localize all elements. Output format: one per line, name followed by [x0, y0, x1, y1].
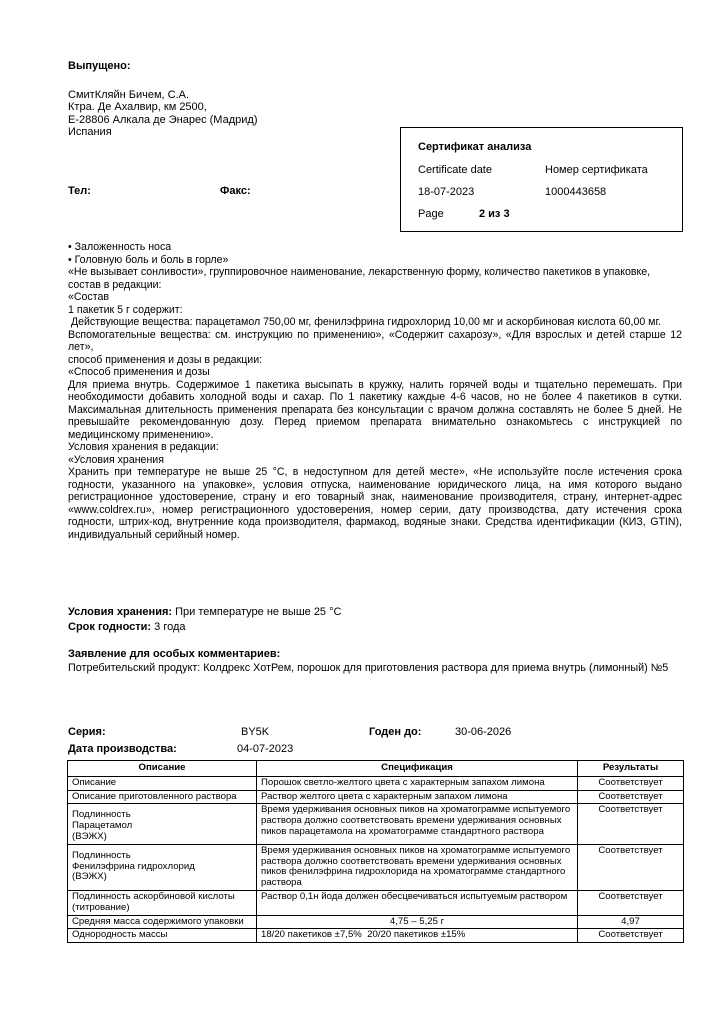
column-header-results: Результаты — [578, 761, 684, 777]
storage-value: При температуре не выше 25 °С — [172, 606, 342, 618]
certificate-number-label: Номер сертификата — [545, 164, 648, 176]
shelf-label: Срок годности: — [68, 621, 152, 633]
expiry-label: Годен до: — [369, 726, 422, 738]
row-description: Подлинность Фенилэфрина гидрохлорид (ВЭЖХ) — [68, 844, 257, 890]
table-row — [68, 929, 684, 943]
row-description: Описание — [68, 776, 257, 790]
issuer-line: Испания — [68, 126, 112, 139]
row-result: Соответствует — [578, 776, 684, 790]
body-line: Хранить при температуре не выше 25 °С, в недоступном для детей месте», «Не используйте после истечения срока годности, указанного на упаковке», условия отпуска, наименование юридического лица, на имя которого выдано регистрационное удостоверение, страну и его товарный знак, наименование производителя, страну, интернет-адрес «www.coldrex.ru», номер регистрационного удостоверения, номер серии, дату производства, дату истечения срока годности, штрих-код, внутренние кода производителя, фармакод, водяные знаки. Средства идентификации (КИЗ, GTIN), индивидуальный серийный номер. — [68, 466, 682, 541]
comments-text: Потребительский продукт: Колдрекс ХотРем, порошок для приготовления раствора для приема внутрь (лимонный) №5 — [68, 662, 669, 674]
body-line: Для приема внутрь. Содержимое 1 пакетика высыпать в кружку, налить горячей воды и тщательно перемешать. При необходимости добавить холодной воды и сахар. По 1 пакетику каждые 4-6 часов, но не более 4 пакетиков в сутки. Максимальная длительность применения препарата без консультации с врачом должна составлять не более 5 дней. Не превышайте рекомендованную дозу. Перед приемом препарата внимательно ознакомьтесь с инструкцией по медицинскому применению». — [68, 378, 682, 441]
body-line: «Не вызывает сонливости», группировочное наименование, лекарственную форму, количество пакетиков в упаковке, состав в редакции: — [68, 266, 651, 291]
issuer-line: СмитКляйн Бичем, С.А. — [68, 89, 190, 101]
tel-label: Тел: — [68, 185, 91, 197]
table-header-row — [68, 761, 684, 777]
row-result: Соответствует — [578, 890, 684, 915]
row-description: Средняя масса содержимого упаковки — [68, 915, 257, 929]
mfg-label: Дата производства: — [68, 743, 177, 755]
body-line: • Головную боль и боль в горле» — [68, 253, 229, 266]
column-header-description: Описание — [68, 761, 257, 777]
row-specification: Раствор желтого цвета с характерным запахом лимона — [257, 790, 578, 804]
fax-label: Факс: — [220, 185, 251, 197]
body-line: Вспомогательные вещества: см. инструкцию по применению», «Содержит сахарозу», «Для взрослых и детей старше 12 лет», — [68, 328, 682, 353]
body-line: способ применения и дозы в редакции: — [68, 353, 263, 366]
row-specification: Раствор 0,1н йода должен обесцвечиваться испытуемым раствором — [257, 890, 578, 915]
row-result: Соответствует — [578, 844, 684, 890]
page-value: 2 из 3 — [479, 208, 510, 220]
issuer-line: Е-28806 Алкала де Энарес (Мадрид) — [68, 113, 258, 126]
issuer-address — [68, 89, 257, 139]
storage-conditions — [68, 606, 341, 618]
table-row — [68, 790, 684, 804]
body-line: Условия хранения в редакции: — [68, 441, 219, 453]
body-line: «Состав — [68, 291, 109, 303]
series-value: BY5K — [241, 726, 270, 738]
shelf-life — [68, 621, 186, 633]
row-specification: 18/20 пакетиков ±7,5% 20/20 пакетиков ±15% — [257, 929, 578, 943]
table-row — [68, 804, 684, 844]
row-description: Подлинность Парацетамол (ВЭЖХ) — [68, 804, 257, 844]
row-specification: 4,75 – 5,25 г — [257, 915, 578, 929]
column-header-specification: Спецификация — [257, 761, 578, 777]
comments-label: Заявление для особых комментариев: — [68, 648, 281, 660]
row-result: Соответствует — [578, 804, 684, 844]
row-description: Подлинность аскорбиновой кислоты (титрование) — [68, 890, 257, 915]
table-row — [68, 890, 684, 915]
certificate-title: Сертификат анализа — [418, 141, 532, 153]
row-description: Описание приготовленного раствора — [68, 790, 257, 804]
series-label: Серия: — [68, 726, 106, 738]
mfg-value: 04-07-2023 — [237, 743, 294, 755]
page-label: Page — [418, 208, 444, 220]
row-specification: Порошок светло-желтого цвета с характерным запахом лимона — [257, 776, 578, 790]
storage-label: Условия хранения: — [68, 606, 173, 618]
row-specification: Время удерживания основных пиков на хроматограмме испытуемого раствора должно соответствовать времени удерживания основных пиков фенилэфрина гидрохлорида на хроматограмме стандартного раствора — [257, 844, 578, 890]
table-row — [68, 915, 684, 929]
expiry-value: 30-06-2026 — [455, 726, 512, 738]
body-line: 1 пакетик 5 г содержит: — [68, 303, 183, 316]
row-result: Соответствует — [578, 790, 684, 804]
body-line: «Способ применения и дозы — [68, 366, 210, 378]
row-result: Соответствует — [578, 929, 684, 943]
row-specification: Время удерживания основных пиков на хроматограмме испытуемого раствора должно соответствовать времени удерживания основных пиков парацетамола на хроматограмме стандартного раствора — [257, 804, 578, 844]
certificate-date-label: Certificate date — [418, 164, 492, 176]
shelf-value: 3 года — [151, 621, 186, 633]
body-line: • Заложенность носа — [68, 241, 172, 253]
table-row — [68, 844, 684, 890]
row-result: 4,97 — [578, 915, 684, 929]
certificate-date: 18-07-2023 — [418, 186, 475, 198]
issuer-line: Ктра. Де Ахалвир, км 2500, — [68, 101, 207, 114]
issued-label: Выпущено: — [68, 60, 131, 72]
specification-table — [67, 760, 684, 943]
body-text — [68, 241, 682, 541]
certificate-number: 1000443658 — [545, 186, 607, 198]
body-line: «Условия хранения — [68, 453, 164, 466]
body-line: Действующие вещества: парацетамол 750,00 мг, фенилэфрина гидрохлорид 10,00 мг и аскорбиновая кислота 60,00 мг. — [68, 316, 661, 328]
row-description: Однородность массы — [68, 929, 257, 943]
table-row — [68, 776, 684, 790]
certificate-box — [400, 127, 683, 232]
